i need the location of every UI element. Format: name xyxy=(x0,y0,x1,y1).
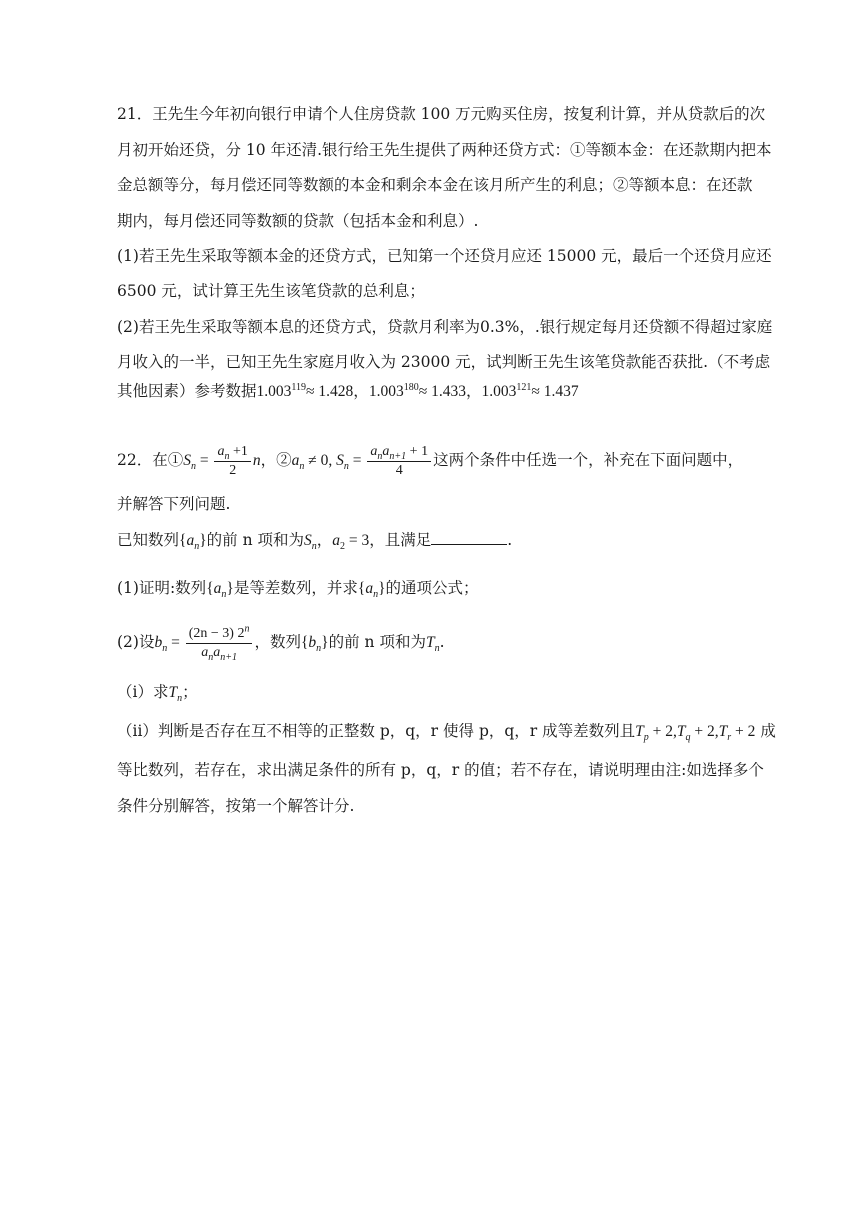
ii-Tr-sub: r xyxy=(727,732,732,744)
a2-sub: 2 xyxy=(340,541,346,553)
p2-seq-b: b xyxy=(308,634,317,651)
i-a: （i）求 xyxy=(117,683,169,701)
rbrace: } xyxy=(321,634,329,651)
cond1-den: 2 xyxy=(229,462,237,478)
q22-given xyxy=(117,530,512,551)
ref-3-value: ≈ 1.437 xyxy=(531,383,579,400)
sum-S-sub: n xyxy=(311,541,317,553)
cond-suffix: 这两个条件中任选一个，补充在下面问题中， xyxy=(433,451,744,469)
q21-line-3: 金总额等分，每月偿还同等数额的本金和剩余本金在该月所产生的利息；②等额本息：在还款 xyxy=(117,176,753,194)
q21-line-2: 月初开始还贷，分 10 年还清.银行给王先生提供了两种还贷方式：①等额本金：在还款期内把本 xyxy=(117,141,772,159)
p2-fraction xyxy=(186,622,253,663)
a2-eq: = 3 xyxy=(345,532,370,549)
seq-a-sub: n xyxy=(194,541,200,553)
p2-e: . xyxy=(439,633,445,651)
cond2-num-a2-sub: n+1 xyxy=(389,450,407,462)
cond2-rel: ≠ 0, xyxy=(304,452,337,469)
cond1-fraction xyxy=(214,443,250,480)
ii-Tq: T xyxy=(676,723,686,740)
q22-part-1 xyxy=(117,578,479,599)
sep: ， xyxy=(353,382,369,400)
q22-part-2-ii-line-3: 条件分别解答，按第一个解答计分. xyxy=(117,797,355,815)
ii-plus-1: + 2, xyxy=(648,723,677,740)
ii-a: （ii）判断是否存在互不相等的正整数 p，q，r 使得 p，q，r 成等差数列且 xyxy=(117,722,636,740)
p2-seq-b-sub: n xyxy=(316,643,322,655)
q21-part-1-line-1: (1)若王先生采取等额本金的还贷方式，已知第一个还贷月应还 15000 元，最后一个还贷月应还 xyxy=(117,247,772,265)
p2-b: b xyxy=(154,634,163,651)
ii-Tp-sub: p xyxy=(643,732,649,744)
p2-b-sub: n xyxy=(162,643,168,655)
cond2-num-a1-sub: n xyxy=(377,450,383,462)
p1-a: (1)证明:数列 xyxy=(117,579,207,597)
p1-seq-a-sub: n xyxy=(221,589,227,601)
p2-a: (2)设 xyxy=(117,633,155,651)
p2-T-sub: n xyxy=(434,643,440,655)
q22-part-2-ii-line-1 xyxy=(117,721,776,742)
lbrace: { xyxy=(357,580,366,597)
ii-plus-2: + 2, xyxy=(690,723,719,740)
ref-1-value: ≈ 1.428 xyxy=(306,383,354,400)
given-b: 的前 n 项和为 xyxy=(206,531,305,549)
p2-num-exp: n xyxy=(244,622,250,634)
ii-plus-3: + 2 xyxy=(731,723,756,740)
cond2-num-tail: + 1 xyxy=(406,443,429,459)
cond2-num-a1: a xyxy=(370,443,378,459)
ref-1-base: 1.003 xyxy=(256,383,292,400)
rbrace: } xyxy=(226,580,234,597)
q21-reference-data xyxy=(117,381,579,402)
q22-line-1 xyxy=(117,440,743,481)
cond1-S: S xyxy=(183,452,191,469)
p1-b: 是等差数列，并求 xyxy=(233,579,358,597)
ref-2-base: 1.003 xyxy=(368,383,404,400)
q21-part-2-line-2: 月收入的一半，已知王先生家庭月收入为 23000 元，试判断王先生该笔贷款能否获批.（不考虑 xyxy=(117,353,771,371)
given-c: ， xyxy=(316,531,333,549)
given-d: ，且满足 xyxy=(369,531,432,549)
ref-prefix: 其他因素）参考数据 xyxy=(117,382,257,400)
p2-num: (2n − 3) 2 xyxy=(188,625,245,641)
ii-b: 成 xyxy=(755,722,776,740)
cond2-num-a2: a xyxy=(382,443,390,459)
seq-a: a xyxy=(186,532,195,549)
cond1-num-sub: n xyxy=(224,450,230,462)
rbrace: } xyxy=(199,532,207,549)
sum-S: S xyxy=(304,532,312,549)
p2-c: ，数列 xyxy=(254,633,301,651)
p2-den-a2-sub: n+1 xyxy=(220,651,237,663)
ii-Tq-sub: q xyxy=(685,732,691,744)
q21-line-4: 期内，每月偿还同等数额的贷款（包括本金和利息）. xyxy=(117,212,479,230)
cond1-tail: n xyxy=(252,452,261,469)
p2-den-a1-sub: n xyxy=(208,651,214,663)
p2-den-a1: a xyxy=(201,644,209,660)
lbrace: { xyxy=(179,532,187,549)
condition-blank xyxy=(431,530,507,545)
ref-2-exp: 180 xyxy=(403,381,419,393)
p1-seq-a: a xyxy=(213,580,222,597)
cond1-num-a: a xyxy=(217,443,225,459)
q21-part-2-line-1: (2)若王先生采取等额本息的还贷方式，贷款月利率为0.3%，.银行规定每月还贷额不得超过家庭 xyxy=(117,318,773,336)
i-T-sub: n xyxy=(177,693,183,705)
ref-3-base: 1.003 xyxy=(481,383,517,400)
ii-Tp: T xyxy=(635,723,644,740)
cond2-S: S xyxy=(336,452,344,469)
sep: ， xyxy=(465,382,482,400)
cond1-eq: = xyxy=(195,452,213,469)
p1-seq-a2: a xyxy=(365,580,374,597)
lbrace: { xyxy=(300,634,309,651)
ii-Tr: T xyxy=(718,723,728,740)
q22-line-2: 并解答下列问题. xyxy=(117,495,231,513)
cond2-prefix: ，② xyxy=(260,451,292,469)
q22-part-2 xyxy=(117,618,445,667)
cond2-eq: = xyxy=(348,452,366,469)
cond2-den: 4 xyxy=(395,462,403,478)
ref-1-exp: 119 xyxy=(291,381,307,393)
q22-part-2-ii-line-2: 等比数列，若存在，求出满足条件的所有 p，q，r 的值；若不存在，请说明理由注:如选择多个 xyxy=(117,761,764,779)
q21-line-1: 21．王先生今年初向银行申请个人住房贷款 100 万元购买住房，按复利计算，并从贷款后的次 xyxy=(117,105,766,123)
a2-a: a xyxy=(332,532,341,549)
cond2-a: a xyxy=(291,452,300,469)
i-b: ； xyxy=(182,683,198,701)
cond2-fraction xyxy=(367,443,431,480)
lbrace: { xyxy=(206,580,214,597)
i-T: T xyxy=(168,684,178,701)
p2-T: T xyxy=(425,634,435,651)
ref-2-value: ≈ 1.433 xyxy=(418,383,466,400)
given-a: 已知数列 xyxy=(117,531,180,549)
q22-part-2-i xyxy=(117,682,198,703)
q22-number: 22．在① xyxy=(117,451,184,469)
ref-3-exp: 121 xyxy=(516,381,532,393)
p2-d: 的前 n 项和为 xyxy=(328,633,426,651)
cond2-S-sub: n xyxy=(343,461,349,473)
rbrace: } xyxy=(378,580,386,597)
p1-c: 的通项公式； xyxy=(385,579,479,597)
q21-part-1-line-2: 6500 元，试计算王先生该笔贷款的总利息； xyxy=(117,282,425,300)
p2-den-a2: a xyxy=(213,644,221,660)
given-end: . xyxy=(507,531,513,549)
cond2-a-sub: n xyxy=(299,461,305,473)
p2-eq: = xyxy=(167,634,184,651)
cond1-S-sub: n xyxy=(190,461,196,473)
p1-seq-a2-sub: n xyxy=(373,589,379,601)
cond1-num-tail: +1 xyxy=(229,443,248,459)
